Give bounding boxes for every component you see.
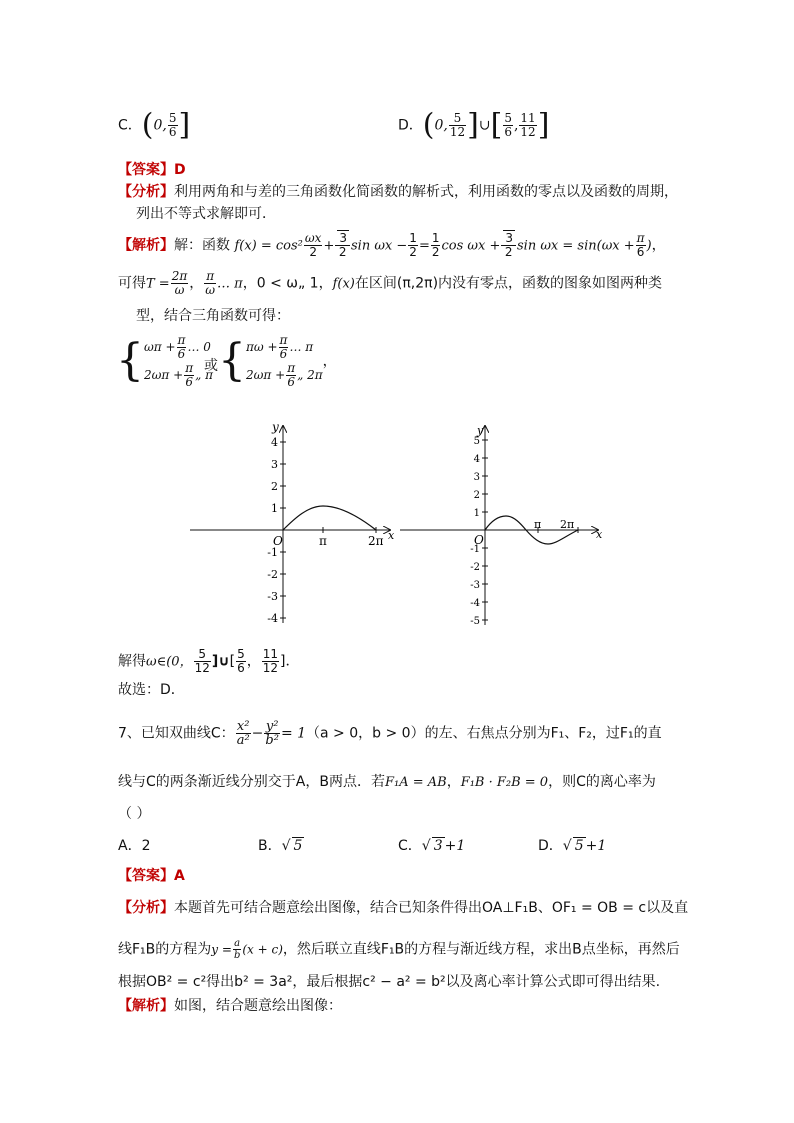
- y-tick-label: -5: [470, 616, 480, 627]
- x-tick-label: π: [534, 518, 542, 531]
- y-tick-label: 2: [473, 490, 480, 501]
- x-axis-label: x: [388, 529, 395, 542]
- q7-stem-line1: 7、已知双曲线C： $\frac{\text{x²}}{\text{a²}}$ − $\frac{\text{y²}}{\text{b²}}$ = 1（a > 0，b > 0）的左、右焦点分别为F₁、F₂，过F₁的直: [118, 719, 662, 748]
- q7-option-c: C．√ 3 +1: [398, 838, 466, 854]
- y-axis-label: y: [272, 420, 279, 434]
- y-tick-label: -1: [267, 546, 278, 559]
- y-tick-label: -3: [267, 590, 278, 603]
- q6-solve-result: 解得ω∈(0， $\frac{5}{12}$ ]∪[ $\frac{5}{6}$ ， $\frac{11}{12}$ ]．: [118, 647, 300, 675]
- q7-analysis-line3: 根据OB² = c²得出b² = 3a²，最后根据c² − a² = b²以及离心率计算公式即可得出结果.: [118, 974, 661, 990]
- origin-label: O: [273, 534, 283, 548]
- y-tick-label: -4: [267, 612, 278, 625]
- y-axis-label: y: [477, 424, 484, 437]
- q6-answer: 【答案】D: [118, 162, 186, 178]
- q6-conclusion: 故选：D．: [118, 682, 185, 698]
- x-tick-label: 2π: [560, 518, 575, 531]
- y-tick-label: -2: [470, 562, 480, 573]
- y-tick-label: 1: [271, 502, 278, 515]
- q7-answer: 【答案】A: [118, 868, 185, 884]
- y-tick-label: -1: [470, 544, 480, 555]
- x-tick-label: 2π: [368, 534, 384, 548]
- inequality-system-1: {ωπ + $\frac{\pi}{6}$ … 0 2ωπ + $\frac{\pi}{6}$ „ π: [116, 333, 213, 389]
- graph-right: [400, 420, 606, 632]
- inequality-system-2: {πω + $\frac{\pi}{6}$ … π 2ωπ + $\frac{\pi}{6}$ „ 2π，: [218, 333, 337, 389]
- q7-solution: 【解析】如图，结合题意绘出图像：: [118, 998, 342, 1014]
- q7-stem-line2: 线与C的两条渐近线分别交于A，B两点．若F₁A = AB，F₁B · F₂B = 0，则C的离心率为: [118, 774, 656, 790]
- y-tick-label: -4: [470, 598, 480, 609]
- q6-analysis-cont: 列出不等式求解即可．: [136, 206, 276, 222]
- y-tick-label: 4: [271, 436, 278, 449]
- graph-left: [190, 418, 400, 630]
- q6-analysis: 【分析】利用两角和与差的三角函数化简函数的解析式，利用函数的零点以及函数的周期，: [118, 184, 678, 200]
- q6-solution-line3: 型，结合三角函数可得：: [136, 308, 290, 324]
- y-tick-label: 3: [473, 472, 480, 483]
- q7-option-a: A．2: [118, 838, 151, 854]
- x-axis-label: x: [596, 528, 603, 541]
- y-tick-label: 5: [473, 436, 480, 447]
- q7-analysis-line1: 【分析】本题首先可结合题意绘出图像，结合已知条件得出OA⊥F₁B、OF₁ = OB = c以及直: [118, 900, 689, 916]
- y-tick-label: -2: [267, 568, 278, 581]
- or-word: 或: [204, 358, 218, 374]
- q6-option-d: D．(0, $\frac{5}{12}$ ]∪[ $\frac{5}{6}$ , $\frac{11}{12}$ ]: [398, 107, 550, 143]
- y-tick-label: 4: [473, 454, 480, 465]
- y-tick-labels: [470, 436, 480, 627]
- sine-curve: [283, 506, 376, 530]
- q6-solution-line1: 【解析】解：函数 f(x) = cos² $\frac{\omega x}{2}$ + $\frac{3}{2}$ sin ωx − $\frac{1}{2}$ = $\frac{1}{2}$ cos ωx + $\frac{3}{2}$ sin ωx = sin(ωx + $\frac{\pi}{6}$ )，: [118, 231, 666, 259]
- q7-analysis-line2: 线F₁B的方程为y = $\frac{a}{b}$ (x + c)，然后联立直线F₁B的方程与渐近线方程，求出B点坐标，再然后: [118, 938, 680, 961]
- q7-option-b: B．√ 5: [258, 838, 303, 854]
- y-tick-label: 2: [271, 480, 278, 493]
- y-tick-label: 3: [271, 458, 278, 471]
- y-tick-label: -3: [470, 580, 480, 591]
- q7-stem-line3: （ ）: [118, 806, 151, 822]
- q6-option-c: C．(0, $\frac{5}{6}$ ]: [118, 107, 191, 143]
- q6-solution-line2: 可得T = $\frac{2\pi}{\omega}$ ， $\frac{\pi}{\omega}$ … π，0 < ω„ 1，f(x)在区间(π,2π)内没有零点，函数的图象如图两种类: [118, 269, 663, 297]
- origin-label: O: [474, 533, 484, 547]
- q7-option-d: D．√ 5 +1: [538, 838, 607, 854]
- x-tick-label: π: [319, 534, 327, 548]
- y-tick-label: 1: [473, 508, 480, 519]
